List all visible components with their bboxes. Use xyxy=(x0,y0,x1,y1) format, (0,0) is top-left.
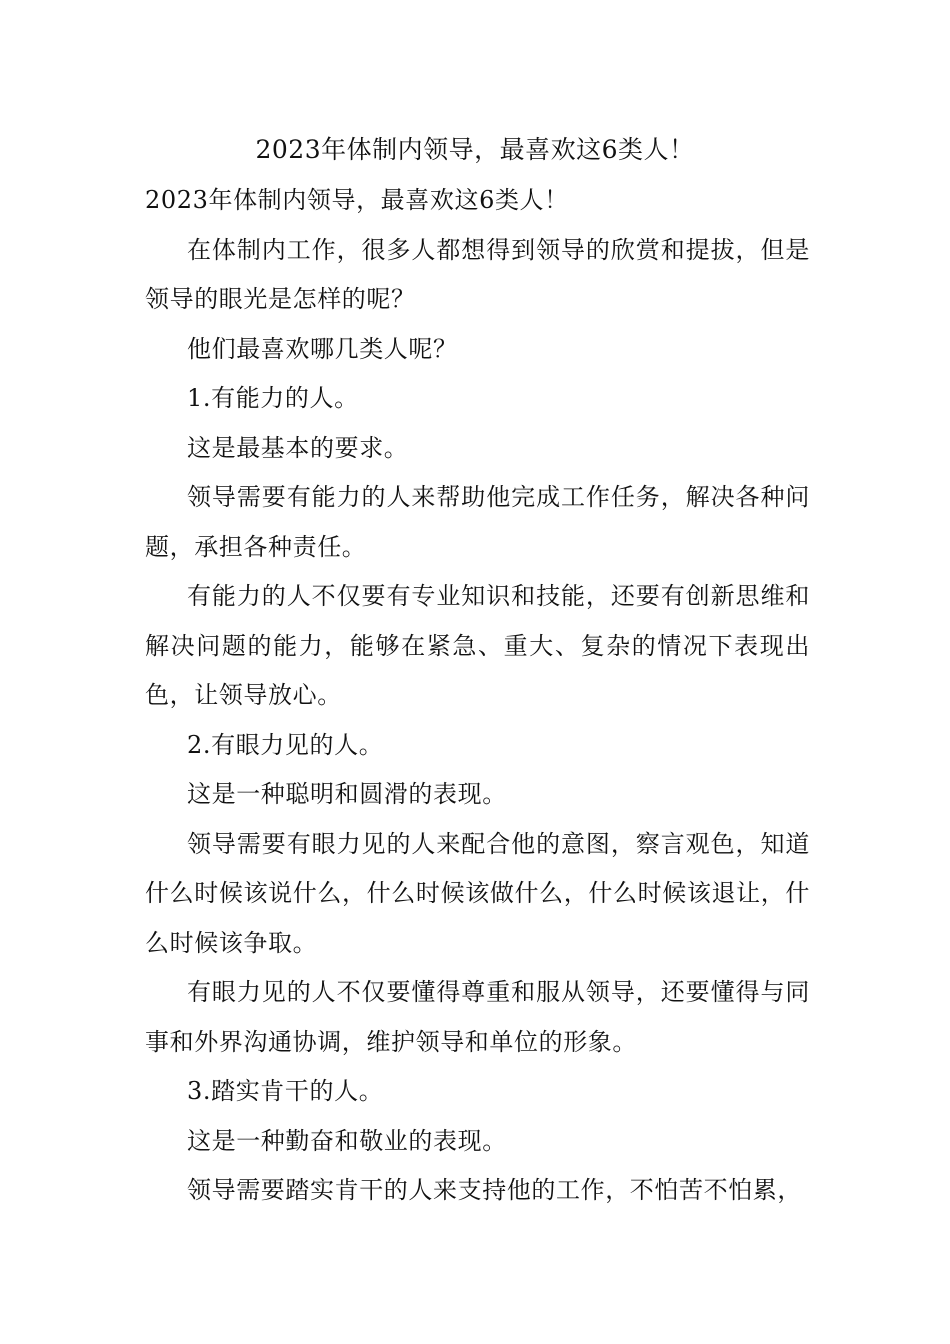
document-title: 2023年体制内领导，最喜欢这6类人！ xyxy=(255,135,695,164)
paragraph: 在体制内工作，很多人都想得到领导的欣赏和提拔，但是领导的眼光是怎样的呢？ xyxy=(145,235,810,313)
paragraph: 他们最喜欢哪几类人呢？ xyxy=(187,334,458,363)
paragraph: 领导需要有眼力见的人来配合他的意图，察言观色，知道什么时候该说什么，什么时候该做什么，什么时候该退让，什么时候该争取。 xyxy=(145,829,810,957)
section-heading: 3.踏实肯干的人。 xyxy=(187,1077,384,1105)
section-heading: 2.有眼力见的人。 xyxy=(187,730,384,759)
paragraph: 领导需要踏实肯干的人来支持他的工作，不怕苦不怕累， xyxy=(187,1176,802,1204)
paragraph: 领导需要有能力的人来帮助他完成工作任务，解决各种问题，承担各种责任。 xyxy=(145,483,810,561)
document-body xyxy=(145,176,810,1216)
paragraph: 这是一种聪明和圆滑的表现。 xyxy=(187,780,507,808)
paragraph: 这是一种勤奋和敬业的表现。 xyxy=(187,1126,507,1155)
section-heading: 1.有能力的人。 xyxy=(187,384,359,412)
paragraph: 有能力的人不仅要有专业知识和技能，还要有创新思维和解决问题的能力，能够在紧急、重大、复杂的情况下表现出色，让领导放心。 xyxy=(145,582,810,709)
paragraph: 有眼力见的人不仅要懂得尊重和服从领导，还要懂得与同事和外界沟通协调，维护领导和单位的形象。 xyxy=(145,978,810,1056)
paragraph: 2023年体制内领导，最喜欢这6类人！ xyxy=(145,186,569,214)
paragraph: 这是最基本的要求。 xyxy=(187,433,409,462)
